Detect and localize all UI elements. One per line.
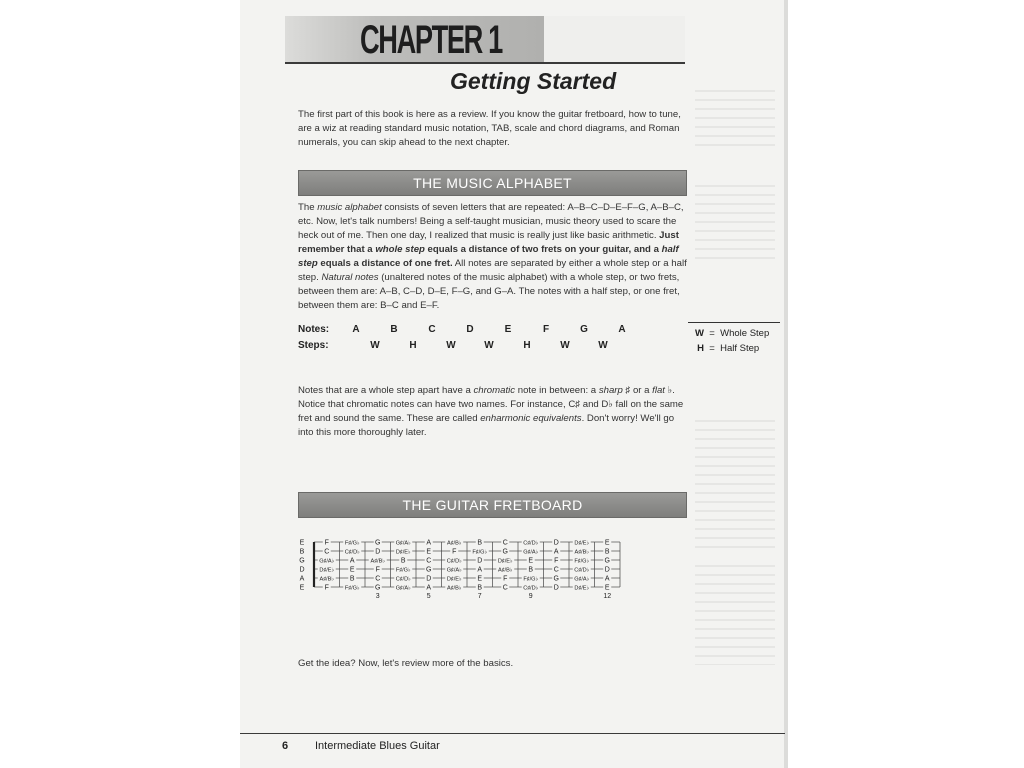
fretboard-diagram bbox=[298, 536, 628, 616]
fret-note-label: D bbox=[553, 539, 559, 547]
fret-marker-number: 3 bbox=[375, 593, 380, 600]
fret-note-label: D♯/E♭ bbox=[395, 549, 411, 556]
fret-marker-number: 7 bbox=[477, 593, 482, 600]
fret-marker-number: 12 bbox=[603, 593, 612, 600]
legend-value: Half Step bbox=[720, 343, 760, 354]
fret-note-label: D bbox=[426, 575, 432, 583]
open-string-label: E bbox=[299, 584, 305, 592]
fret-note-label: G♯/A♭ bbox=[395, 540, 411, 547]
section-title: THE MUSIC ALPHABET bbox=[413, 175, 572, 191]
bleed-through bbox=[695, 185, 775, 265]
step-cell: H bbox=[523, 340, 531, 351]
fret-note-label: E bbox=[426, 548, 432, 556]
footer-rule bbox=[240, 733, 785, 734]
fret-note-label: D♯/E♭ bbox=[446, 576, 462, 583]
fret-note-label: F bbox=[324, 584, 329, 592]
fret-note-label: G♯/A♭ bbox=[319, 558, 335, 565]
fret-note-label: G♯/A♭ bbox=[446, 567, 462, 574]
open-string-label: G bbox=[299, 557, 305, 565]
fret-note-label: C♯/D♭ bbox=[446, 558, 462, 565]
notes-label: Notes: bbox=[298, 324, 330, 335]
fret-note-label: C♯/D♭ bbox=[344, 549, 360, 556]
fret-note-label: B bbox=[349, 575, 355, 583]
step-cell: W bbox=[598, 340, 608, 351]
closing-paragraph: Get the idea? Now, let's review more of the basics. bbox=[298, 658, 514, 669]
note-cell: F bbox=[542, 324, 550, 335]
fret-note-label: D♯/E♭ bbox=[574, 585, 590, 592]
fret-note-label: B bbox=[477, 539, 483, 547]
text-run: consists of seven letters that are repeated: A–B–C–D–E–F–G, A–B–C, etc. Now, let's talk numbers! Being a self-taught musician, music theory used to scare the heck out of me. Then one day, I realized that music is really just like basic arithmetic. bbox=[298, 202, 684, 241]
fret-note-label: D bbox=[604, 566, 610, 574]
fret-note-label: A♯/B♭ bbox=[447, 540, 462, 547]
fret-marker-number: 9 bbox=[528, 593, 533, 600]
chapter-subtitle: Getting Started bbox=[450, 68, 617, 94]
bleed-through bbox=[695, 420, 775, 550]
fret-marker-number: 5 bbox=[426, 593, 431, 600]
bleed-through bbox=[695, 90, 775, 150]
fret-note-label: A bbox=[553, 548, 559, 556]
bleed-through bbox=[695, 565, 775, 665]
alphabet-paragraph bbox=[298, 201, 690, 313]
fret-note-label: A♯/B♭ bbox=[574, 549, 589, 556]
fret-note-label: G bbox=[375, 539, 381, 547]
text-run: . Don't worry! We'll go into this more thoroughly later. bbox=[298, 413, 675, 438]
text-run-bold: equals a distance of one fret. bbox=[317, 258, 453, 269]
fret-note-label: A bbox=[426, 584, 432, 592]
fret-note-label: A bbox=[477, 566, 483, 574]
text-run: (unaltered notes of the music alphabet) with a whole step, or two frets, between them are: A–B, C–D, D–E, F–G, and G–A. The notes with a half step, or one fret, between them are: B–C and E–F. bbox=[298, 272, 680, 311]
step-cell: H bbox=[409, 340, 417, 351]
text-run: The bbox=[298, 202, 318, 213]
fret-note-label: E bbox=[477, 575, 483, 583]
fret-note-label: F♯/G♭ bbox=[472, 549, 488, 556]
legend-key: W bbox=[695, 328, 704, 339]
fret-note-label: A bbox=[349, 557, 355, 565]
fret-note-label: F bbox=[503, 575, 508, 583]
fret-note-label: A bbox=[426, 539, 432, 547]
text-run: Notice that chromatic notes can have two names. For instance, C♯ and D♭ fall on the same fret and sound the same. These are called bbox=[298, 399, 684, 424]
fret-note-label: C bbox=[324, 548, 330, 556]
fret-note-label: G bbox=[553, 575, 559, 583]
note-cell: A bbox=[352, 324, 360, 335]
text-run-italic: flat bbox=[652, 385, 665, 396]
section-band-music-alphabet bbox=[298, 170, 687, 196]
fret-note-label: G♯/A♭ bbox=[523, 549, 539, 556]
note-cell: D bbox=[466, 324, 474, 335]
chapter-title: CHAPTER 1 bbox=[360, 18, 502, 62]
fret-note-label: C bbox=[502, 539, 508, 547]
fret-note-label: F♯/G♭ bbox=[574, 558, 590, 565]
text-run-bold-italic: half step bbox=[298, 244, 679, 269]
fret-note-label: C bbox=[502, 584, 508, 592]
fret-note-label: F♯/G♭ bbox=[395, 567, 411, 574]
fret-note-label: C bbox=[375, 575, 381, 583]
note-cell: E bbox=[504, 324, 512, 335]
text-run-italic: music alphabet bbox=[317, 202, 382, 213]
section-title: THE GUITAR FRETBOARD bbox=[402, 497, 583, 513]
section-band-guitar-fretboard bbox=[298, 492, 687, 518]
open-string-label: E bbox=[299, 539, 305, 547]
fret-note-label: F bbox=[554, 557, 559, 565]
fret-note-label: C♯/D♭ bbox=[574, 567, 590, 574]
fret-note-label: E bbox=[528, 557, 534, 565]
fret-note-label: B bbox=[400, 557, 406, 565]
fret-note-label: E bbox=[604, 539, 610, 547]
text-run: All notes are separated by either a whole step or a half step. bbox=[298, 258, 687, 283]
fret-note-label: G bbox=[426, 566, 432, 574]
fret-note-label: D bbox=[375, 548, 381, 556]
book-title: Intermediate Blues Guitar bbox=[315, 740, 440, 752]
fret-note-label: A♯/B♭ bbox=[370, 558, 385, 565]
fret-note-label: A♯/B♭ bbox=[447, 585, 462, 592]
open-string-label: A bbox=[299, 575, 305, 583]
chromatic-paragraph bbox=[298, 384, 690, 440]
fret-note-label: G bbox=[604, 557, 610, 565]
text-run: note in between: a bbox=[515, 385, 599, 396]
text-run-italic: enharmonic equivalents bbox=[480, 413, 582, 424]
fret-note-label: F♯/G♭ bbox=[523, 576, 539, 583]
legend-row-half bbox=[688, 343, 759, 354]
text-run-bold: equals a distance of two frets on your guitar, and a bbox=[424, 244, 662, 255]
fret-note-label: D♯/E♭ bbox=[497, 558, 513, 565]
legend-key: H bbox=[697, 343, 704, 354]
text-run-italic: chromatic bbox=[473, 385, 516, 396]
fret-note-label: F bbox=[452, 548, 457, 556]
page-number: 6 bbox=[282, 740, 289, 752]
fret-note-label: F♯/G♭ bbox=[344, 585, 360, 592]
intro-paragraph: The first part of this book is here as a review. If you know the guitar fretboard, how to tune, are a wiz at reading standard music notation, TAB, scale and chord diagrams, and Roman numerals, you can skip ahead to the next chapter. bbox=[298, 109, 681, 148]
fret-note-label: F♯/G♭ bbox=[344, 540, 360, 547]
fret-note-label: B bbox=[477, 584, 483, 592]
fret-note-label: C bbox=[553, 566, 559, 574]
text-run: Notes that are a whole step apart have a bbox=[298, 385, 474, 396]
note-cell: B bbox=[390, 324, 398, 335]
sharp-symbol: ♯ bbox=[622, 385, 633, 396]
fret-note-label: C♯/D♭ bbox=[523, 540, 539, 547]
fret-note-label: E bbox=[604, 584, 610, 592]
fret-note-label: A bbox=[604, 575, 610, 583]
fret-note-label: G bbox=[502, 548, 508, 556]
fret-note-label: B bbox=[528, 566, 534, 574]
text-run-bold: Just remember that a bbox=[298, 230, 679, 255]
fret-note-label: F bbox=[324, 539, 329, 547]
step-cell: W bbox=[484, 340, 494, 351]
fret-note-label: A♯/B♭ bbox=[319, 576, 334, 583]
note-cell: G bbox=[580, 324, 588, 335]
text-run-bold-italic: whole step bbox=[375, 244, 425, 255]
text-run: or a bbox=[632, 385, 653, 396]
step-cell: W bbox=[446, 340, 456, 351]
note-cell: A bbox=[618, 324, 626, 335]
fret-note-label: D♯/E♭ bbox=[574, 540, 590, 547]
fret-note-label: C♯/D♭ bbox=[395, 576, 411, 583]
fret-note-label: G bbox=[375, 584, 381, 592]
title-rule bbox=[285, 62, 685, 64]
note-cell: C bbox=[428, 324, 436, 335]
page-edge bbox=[784, 0, 788, 768]
fret-note-label: G♯/A♭ bbox=[395, 585, 411, 592]
fret-note-label: A♯/B♭ bbox=[498, 567, 513, 574]
fret-note-label: C♯/D♭ bbox=[523, 585, 539, 592]
fret-note-label: D bbox=[477, 557, 483, 565]
fret-note-label: D bbox=[553, 584, 559, 592]
fret-note-label: B bbox=[604, 548, 610, 556]
flat-symbol: ♭. bbox=[664, 385, 675, 396]
open-string-label: D bbox=[299, 566, 305, 574]
step-cell: W bbox=[370, 340, 380, 351]
legend-eq: = bbox=[709, 328, 715, 339]
fret-note-label: C bbox=[426, 557, 432, 565]
fret-note-label: F bbox=[375, 566, 380, 574]
legend-value: Whole Step bbox=[720, 328, 770, 339]
text-run-italic: sharp bbox=[598, 385, 623, 396]
fret-note-label: E bbox=[349, 566, 355, 574]
open-string-label: B bbox=[299, 548, 305, 556]
step-cell: W bbox=[560, 340, 570, 351]
steps-label: Steps: bbox=[298, 340, 329, 351]
fret-note-label: D♯/E♭ bbox=[319, 567, 335, 574]
text-run-italic: Natural notes bbox=[321, 272, 379, 283]
fret-note-label: G♯/A♭ bbox=[574, 576, 590, 583]
legend-eq: = bbox=[709, 343, 715, 354]
step-legend bbox=[688, 322, 780, 359]
legend-row-whole bbox=[688, 328, 769, 339]
chapter-header-blank bbox=[544, 16, 685, 62]
